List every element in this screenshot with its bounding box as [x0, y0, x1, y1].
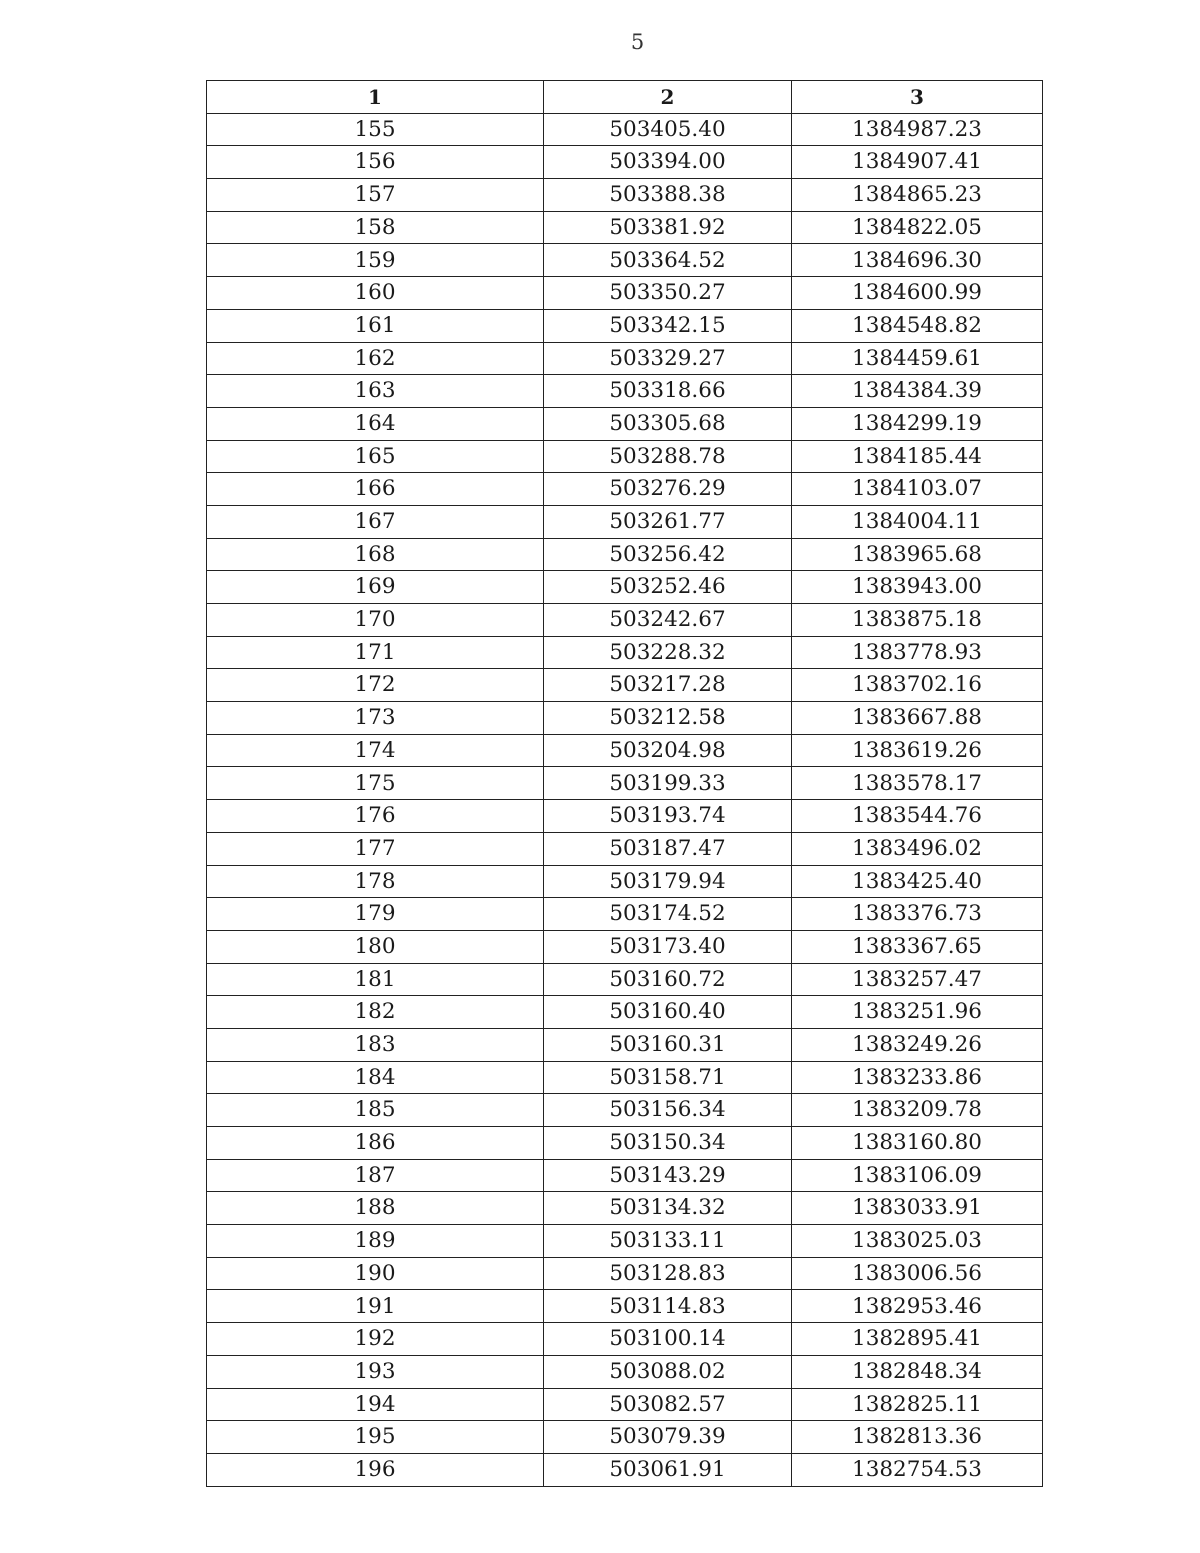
- y-coordinate-cell: 1383702.16: [792, 669, 1043, 702]
- x-coordinate-cell: 503364.52: [544, 244, 792, 277]
- point-number-cell: 163: [207, 375, 544, 408]
- x-coordinate-cell: 503252.46: [544, 571, 792, 604]
- x-coordinate-cell: 503061.91: [544, 1453, 792, 1486]
- y-coordinate-cell: 1382754.53: [792, 1453, 1043, 1486]
- point-number-cell: 181: [207, 963, 544, 996]
- x-coordinate-cell: 503228.32: [544, 636, 792, 669]
- table-row: [207, 1159, 1043, 1192]
- y-coordinate-cell: 1384865.23: [792, 179, 1043, 212]
- x-coordinate-cell: 503100.14: [544, 1323, 792, 1356]
- y-coordinate-cell: 1384822.05: [792, 211, 1043, 244]
- table-header-row: [207, 81, 1043, 114]
- table-row: [207, 1192, 1043, 1225]
- x-coordinate-cell: 503088.02: [544, 1355, 792, 1388]
- table-row: [207, 473, 1043, 506]
- table-row: [207, 211, 1043, 244]
- point-number-cell: 194: [207, 1388, 544, 1421]
- table-row: [207, 636, 1043, 669]
- y-coordinate-cell: 1383943.00: [792, 571, 1043, 604]
- x-coordinate-cell: 503381.92: [544, 211, 792, 244]
- point-number-cell: 196: [207, 1453, 544, 1486]
- y-coordinate-cell: 1383033.91: [792, 1192, 1043, 1225]
- point-number-cell: 188: [207, 1192, 544, 1225]
- y-coordinate-cell: 1383965.68: [792, 538, 1043, 571]
- point-number-cell: 165: [207, 440, 544, 473]
- y-coordinate-cell: 1383496.02: [792, 832, 1043, 865]
- point-number-cell: 172: [207, 669, 544, 702]
- x-coordinate-cell: 503134.32: [544, 1192, 792, 1225]
- table-row: [207, 440, 1043, 473]
- y-coordinate-cell: 1384907.41: [792, 146, 1043, 179]
- table-row: [207, 963, 1043, 996]
- point-number-cell: 157: [207, 179, 544, 212]
- y-coordinate-cell: 1382895.41: [792, 1323, 1043, 1356]
- point-number-cell: 191: [207, 1290, 544, 1323]
- y-coordinate-cell: 1384696.30: [792, 244, 1043, 277]
- table-body: [207, 113, 1043, 1486]
- x-coordinate-cell: 503128.83: [544, 1257, 792, 1290]
- y-coordinate-cell: 1384004.11: [792, 505, 1043, 538]
- y-coordinate-cell: 1383160.80: [792, 1127, 1043, 1160]
- y-coordinate-cell: 1383257.47: [792, 963, 1043, 996]
- y-coordinate-cell: 1384384.39: [792, 375, 1043, 408]
- x-coordinate-cell: 503342.15: [544, 309, 792, 342]
- point-number-cell: 171: [207, 636, 544, 669]
- x-coordinate-cell: 503179.94: [544, 865, 792, 898]
- x-coordinate-cell: 503150.34: [544, 1127, 792, 1160]
- table-row: [207, 1323, 1043, 1356]
- table-row: [207, 1388, 1043, 1421]
- page-number: 5: [630, 30, 645, 54]
- point-number-cell: 192: [207, 1323, 544, 1356]
- y-coordinate-cell: 1383251.96: [792, 996, 1043, 1029]
- y-coordinate-cell: 1383544.76: [792, 800, 1043, 833]
- point-number-cell: 159: [207, 244, 544, 277]
- point-number-cell: 168: [207, 538, 544, 571]
- table-row: [207, 1421, 1043, 1454]
- x-coordinate-cell: 503256.42: [544, 538, 792, 571]
- table-row: [207, 865, 1043, 898]
- x-coordinate-cell: 503187.47: [544, 832, 792, 865]
- table-row: [207, 571, 1043, 604]
- column-header: 3: [792, 81, 1043, 114]
- table-row: [207, 179, 1043, 212]
- point-number-cell: 169: [207, 571, 544, 604]
- table-row: [207, 146, 1043, 179]
- y-coordinate-cell: 1384548.82: [792, 309, 1043, 342]
- point-number-cell: 156: [207, 146, 544, 179]
- y-coordinate-cell: 1384103.07: [792, 473, 1043, 506]
- table-row: [207, 1094, 1043, 1127]
- y-coordinate-cell: 1383006.56: [792, 1257, 1043, 1290]
- point-number-cell: 180: [207, 930, 544, 963]
- table-row: [207, 1355, 1043, 1388]
- point-number-cell: 176: [207, 800, 544, 833]
- x-coordinate-cell: 503158.71: [544, 1061, 792, 1094]
- x-coordinate-cell: 503156.34: [544, 1094, 792, 1127]
- point-number-cell: 177: [207, 832, 544, 865]
- table-row: [207, 1257, 1043, 1290]
- table-row: [207, 996, 1043, 1029]
- point-number-cell: 187: [207, 1159, 544, 1192]
- point-number-cell: 175: [207, 767, 544, 800]
- point-number-cell: 161: [207, 309, 544, 342]
- x-coordinate-cell: 503318.66: [544, 375, 792, 408]
- point-number-cell: 170: [207, 604, 544, 637]
- y-coordinate-cell: 1383367.65: [792, 930, 1043, 963]
- point-number-cell: 189: [207, 1225, 544, 1258]
- table-row: [207, 407, 1043, 440]
- table-row: [207, 898, 1043, 931]
- table-row: [207, 1453, 1043, 1486]
- x-coordinate-cell: 503329.27: [544, 342, 792, 375]
- y-coordinate-cell: 1383778.93: [792, 636, 1043, 669]
- y-coordinate-cell: 1382825.11: [792, 1388, 1043, 1421]
- table-row: [207, 244, 1043, 277]
- x-coordinate-cell: 503160.31: [544, 1028, 792, 1061]
- y-coordinate-cell: 1383667.88: [792, 702, 1043, 735]
- table-row: [207, 309, 1043, 342]
- coordinates-table: [206, 80, 1043, 1487]
- point-number-cell: 167: [207, 505, 544, 538]
- x-coordinate-cell: 503305.68: [544, 407, 792, 440]
- y-coordinate-cell: 1383025.03: [792, 1225, 1043, 1258]
- table-row: [207, 604, 1043, 637]
- x-coordinate-cell: 503193.74: [544, 800, 792, 833]
- point-number-cell: 193: [207, 1355, 544, 1388]
- x-coordinate-cell: 503350.27: [544, 277, 792, 310]
- table-row: [207, 800, 1043, 833]
- table-row: [207, 1028, 1043, 1061]
- x-coordinate-cell: 503114.83: [544, 1290, 792, 1323]
- column-header: 1: [207, 81, 544, 114]
- point-number-cell: 185: [207, 1094, 544, 1127]
- point-number-cell: 173: [207, 702, 544, 735]
- point-number-cell: 182: [207, 996, 544, 1029]
- x-coordinate-cell: 503133.11: [544, 1225, 792, 1258]
- y-coordinate-cell: 1383425.40: [792, 865, 1043, 898]
- x-coordinate-cell: 503242.67: [544, 604, 792, 637]
- x-coordinate-cell: 503173.40: [544, 930, 792, 963]
- point-number-cell: 178: [207, 865, 544, 898]
- table-row: [207, 1225, 1043, 1258]
- x-coordinate-cell: 503217.28: [544, 669, 792, 702]
- x-coordinate-cell: 503204.98: [544, 734, 792, 767]
- x-coordinate-cell: 503388.38: [544, 179, 792, 212]
- table-row: [207, 1127, 1043, 1160]
- y-coordinate-cell: 1382848.34: [792, 1355, 1043, 1388]
- table-row: [207, 1290, 1043, 1323]
- x-coordinate-cell: 503082.57: [544, 1388, 792, 1421]
- x-coordinate-cell: 503160.40: [544, 996, 792, 1029]
- point-number-cell: 195: [207, 1421, 544, 1454]
- y-coordinate-cell: 1383249.26: [792, 1028, 1043, 1061]
- x-coordinate-cell: 503288.78: [544, 440, 792, 473]
- table-row: [207, 505, 1043, 538]
- y-coordinate-cell: 1382953.46: [792, 1290, 1043, 1323]
- y-coordinate-cell: 1383233.86: [792, 1061, 1043, 1094]
- y-coordinate-cell: 1384600.99: [792, 277, 1043, 310]
- point-number-cell: 166: [207, 473, 544, 506]
- y-coordinate-cell: 1383578.17: [792, 767, 1043, 800]
- x-coordinate-cell: 503079.39: [544, 1421, 792, 1454]
- y-coordinate-cell: 1383106.09: [792, 1159, 1043, 1192]
- table-row: [207, 767, 1043, 800]
- table-row: [207, 930, 1043, 963]
- y-coordinate-cell: 1383619.26: [792, 734, 1043, 767]
- table-row: [207, 113, 1043, 146]
- x-coordinate-cell: 503405.40: [544, 113, 792, 146]
- point-number-cell: 174: [207, 734, 544, 767]
- table-row: [207, 832, 1043, 865]
- x-coordinate-cell: 503143.29: [544, 1159, 792, 1192]
- point-number-cell: 158: [207, 211, 544, 244]
- column-header: 2: [544, 81, 792, 114]
- y-coordinate-cell: 1384299.19: [792, 407, 1043, 440]
- point-number-cell: 162: [207, 342, 544, 375]
- x-coordinate-cell: 503212.58: [544, 702, 792, 735]
- y-coordinate-cell: 1383376.73: [792, 898, 1043, 931]
- point-number-cell: 190: [207, 1257, 544, 1290]
- x-coordinate-cell: 503394.00: [544, 146, 792, 179]
- y-coordinate-cell: 1384185.44: [792, 440, 1043, 473]
- x-coordinate-cell: 503276.29: [544, 473, 792, 506]
- y-coordinate-cell: 1383209.78: [792, 1094, 1043, 1127]
- table-row: [207, 1061, 1043, 1094]
- point-number-cell: 183: [207, 1028, 544, 1061]
- table-row: [207, 669, 1043, 702]
- y-coordinate-cell: 1383875.18: [792, 604, 1043, 637]
- table-row: [207, 342, 1043, 375]
- x-coordinate-cell: 503261.77: [544, 505, 792, 538]
- x-coordinate-cell: 503160.72: [544, 963, 792, 996]
- x-coordinate-cell: 503174.52: [544, 898, 792, 931]
- y-coordinate-cell: 1384459.61: [792, 342, 1043, 375]
- point-number-cell: 164: [207, 407, 544, 440]
- table-row: [207, 734, 1043, 767]
- x-coordinate-cell: 503199.33: [544, 767, 792, 800]
- point-number-cell: 160: [207, 277, 544, 310]
- table-row: [207, 277, 1043, 310]
- table-row: [207, 702, 1043, 735]
- point-number-cell: 184: [207, 1061, 544, 1094]
- point-number-cell: 155: [207, 113, 544, 146]
- table-row: [207, 375, 1043, 408]
- point-number-cell: 179: [207, 898, 544, 931]
- y-coordinate-cell: 1384987.23: [792, 113, 1043, 146]
- y-coordinate-cell: 1382813.36: [792, 1421, 1043, 1454]
- point-number-cell: 186: [207, 1127, 544, 1160]
- table-row: [207, 538, 1043, 571]
